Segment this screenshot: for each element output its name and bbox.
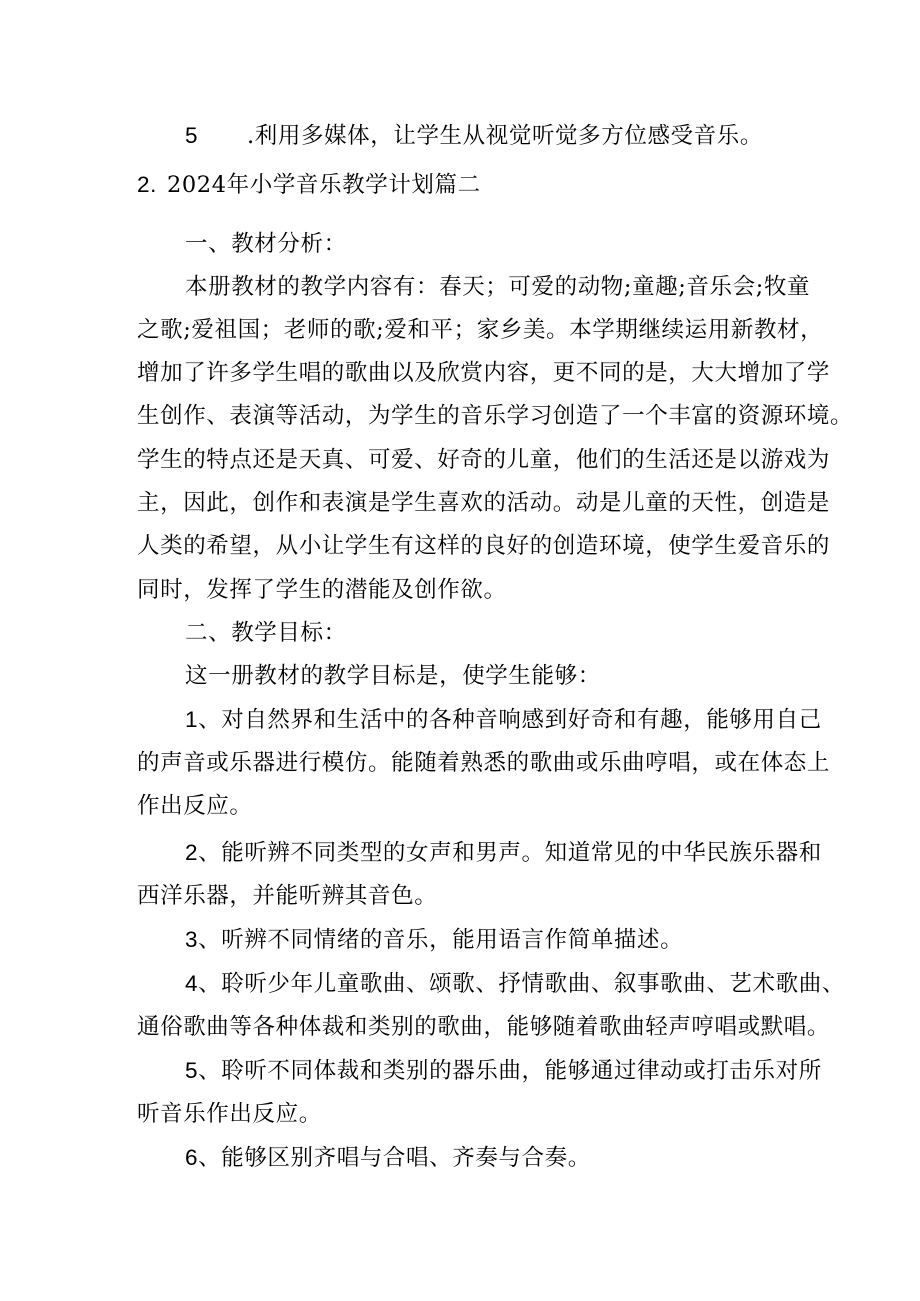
goal-text: 、对自然界和生活中的各种音响感到好奇和有趣，能够用自己 [198,707,822,733]
goals-intro: 这一册教材的教学目标是，使学生能够： [185,663,601,689]
goal-text: 、聆听不同体裁和类别的器乐曲，能够通过律动或打击乐对所 [198,1058,822,1084]
goal-line: 听音乐作出反应。 [137,1101,322,1127]
goal-line: 的声音或乐器进行模仿。能随着熟悉的歌曲或乐曲哼唱，或在体态上 [137,750,831,776]
list-number: 5 [185,123,199,148]
goal-text: 、能听辨不同类型的女声和男声。知道常见的中华民族乐器和 [198,840,822,866]
goal-text: 、能够区别齐唱与合唱、齐奏与合奏。 [198,1145,591,1171]
section-heading [137,170,481,200]
goal-item-5 [185,1056,822,1086]
paragraph-line: 人类的希望，从小让学生有这样的良好的创造环境，使学生爱音乐的 [137,533,831,559]
paragraph-line: 本册教材的教学内容有：春天；可爱的动物;童趣;音乐会;牧童 [185,274,811,300]
paragraph-line: 学生的特点还是天真、可爱、好奇的儿童，他们的生活还是以游戏为 [137,447,831,473]
paragraph-line: 生创作、表演等活动，为学生的音乐学习创造了一个丰富的资源环境。 [137,403,854,429]
part-heading-1: 一、教材分析： [185,231,347,257]
part-heading-2: 二、教学目标： [185,620,347,646]
goal-item-6 [185,1143,591,1173]
goal-line: 通俗歌曲等各种体裁和类别的歌曲，能够随着歌曲轻声哼唱或默唱。 [137,1014,831,1040]
goal-text: 、聆听少年儿童歌曲、颂歌、抒情歌曲、叙事歌曲、艺术歌曲、 [198,971,845,997]
goal-item-4 [185,969,845,999]
section-title: 2024年小学音乐教学计划篇二 [166,172,481,198]
paragraph-line: 同时，发挥了学生的潜能及创作欲。 [137,577,507,603]
section-number: 2. [137,172,157,197]
goal-item-1 [185,705,822,735]
goal-text: 、听辨不同情绪的音乐，能用语言作简单描述。 [198,927,684,953]
list-item-5 [185,121,763,151]
paragraph-line: 增加了许多学生唱的歌曲以及欣赏内容，更不同的是，大大增加了学 [137,360,831,386]
paragraph-line: 之歌;爱祖国；老师的歌;爱和平；家乡美。本学期继续运用新教材， [137,317,824,343]
goal-line: 作出反应。 [137,793,253,819]
goal-item-3 [185,925,683,955]
goal-number: 2 [185,840,199,865]
goal-number: 1 [185,707,199,732]
paragraph-line: 主，因此，创作和表演是学生喜欢的活动。动是儿童的天性，创造是 [137,490,831,516]
goal-number: 5 [185,1058,199,1083]
list-text: .利用多媒体，让学生从视觉听觉多方位感受音乐。 [247,123,763,149]
goal-number: 3 [185,927,199,952]
goal-number: 4 [185,971,199,996]
goal-number: 6 [185,1145,199,1170]
goal-item-2 [185,838,822,868]
goal-line: 西洋乐器，并能听辨其音色。 [137,883,438,909]
